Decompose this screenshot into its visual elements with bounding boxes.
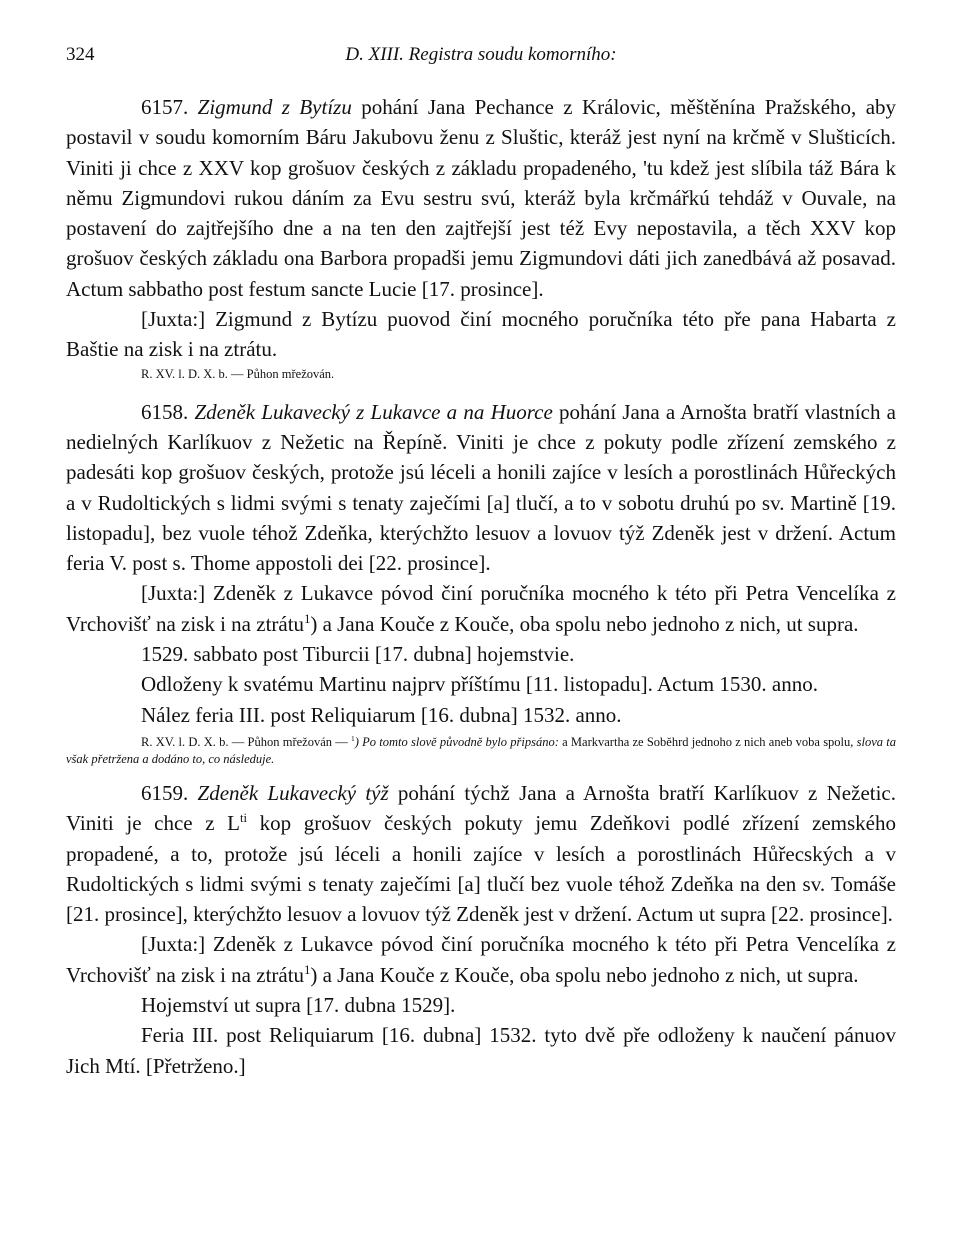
footnote-italic-end: slova ta však přetržena a dodáno to, co následuje.	[66, 734, 897, 766]
entry-text-cont: kop grošuov českých pokuty jemu Zdeňkovi podlé zřízení zemského propadené, a to, protože jsú léceli a honili zajíce v lesích a porostlinách Hůřecských a v Rudoltických s lidmi svými s tenaty zaječími [a] tlučí bez vuole téhož Zdeňka na den sv. Tomáše [21. prosince], kterýchžto lesuov a lovuov týž Zdeněk jest v držení. Actum ut supra [22. prosince].	[66, 811, 896, 927]
juxta-text-cont: ) a Jana Kouče z Kouče, oba spolu nebo jednoho z nich, ut supra.	[310, 611, 859, 636]
page-number: 324	[66, 44, 95, 65]
entry-number: 6159.	[141, 780, 189, 805]
juxta-text: [Juxta:] Zdeněk z Lukavce póvod činí poručníka mocného k této při Petra Vencelíka z Vrchovišť na zisk i na ztrátu	[66, 581, 896, 636]
plaintiff-name: Zdeněk Lukavecký z Lukavce a na Huorce	[194, 399, 553, 424]
entry-6158-footnote	[66, 734, 896, 768]
entry-6158-juxta	[66, 578, 896, 639]
entry-6158-paragraph	[66, 397, 896, 579]
juxta-text: [Juxta:] Zdeněk z Lukavce póvod činí poručníka mocného k této při Petra Vencelíka z Vrchovišť na zisk i na ztrátu	[66, 932, 896, 987]
juxta-text-cont: ) a Jana Kouče z Kouče, oba spolu nebo jednoho z nich, ut supra.	[310, 962, 859, 987]
footnote-quote: a Markvartha ze Soběhrd jednoho z nich aneb voba spolu,	[562, 734, 857, 749]
entry-6158-line-2: Odloženy k svatému Martinu najprv příštímu [11. listopadu]. Actum 1530. anno.	[141, 672, 818, 697]
entry-6159-juxta	[66, 929, 896, 990]
footnote-marker: 1	[304, 962, 311, 977]
entry-text: pohání Jana Pechance z Královic, měštěnína Pražského, aby postavil v soudu komorním Báru Jakubovu ženu z Sluštic, kteráž jest nyní na krčmě v Slušticích. Viniti ji chce z XXV kop grošuov českých z základu propadeného, 'tu kdež jest slíbila táž Bára k němu Zigmundovi rukou dáním za Evu sestru svú, kteráž byla krčmářkú tehdáž v Ouvale, na postavení do zajtřejšího dne a na ten den zajtřejší jest též Evy nepostavila, a těch XXV kop grošuov českých základu ona Barbora propadši jemu Zigmundovi dáti jich zanedbává až posavad. Actum sabbatho post festum sancte Lucie [17. prosince].	[66, 95, 897, 301]
entry-6157-paragraph	[66, 92, 896, 304]
footnote-source: R. XV. l. D. X. b. — Půhon mřežován —	[141, 734, 351, 749]
entry-6157-note: R. XV. l. D. X. b. — Půhon mřežován.	[141, 366, 335, 381]
entry-6158-line-1: 1529. sabbato post Tiburcii [17. dubna] hojemstvie.	[141, 642, 575, 667]
running-title: D. XIII. Registra soudu komorního:	[345, 44, 617, 65]
footnote-italic: ) Po tomto slově původně bylo připsáno:	[354, 734, 563, 749]
entry-number: 6158.	[141, 399, 189, 424]
entry-6159-line-2: Feria III. post Reliquiarum [16. dubna] 1532. tyto dvě pře odloženy k naučení pánuov Jich Mtí. [Přetrženo.]	[66, 1023, 896, 1078]
entry-6159-line-1: Hojemství ut supra [17. dubna 1529].	[141, 993, 456, 1018]
entry-text: pohání Jana a Arnošta bratří vlastních a nedielných Karlíkuov z Nežetic na Řepíně. Viniti je chce z pokuty podle zřízení zemského z padesáti kop grošuov českých, protože jsú léceli a honili zajíce v lesích a porostlinách Hůřeckých a v Rudoltických s lidmi svými s tenaty zaječími [a] tlučí, a to v sobotu druhú po sv. Martině [19. listopadu], bez vuole téhož Zdeňka, kterýchžto lesuov a lovuov týž Zdeněk jest v držení. Actum feria V. post s. Thome appostoli dei [22. prosince].	[66, 399, 897, 576]
numeral-superscript: ti	[240, 811, 248, 826]
page-header	[66, 44, 896, 68]
footnote-marker: 1	[304, 611, 311, 626]
entry-text: pohání týchž Jana a Arnošta bratří Karlíkuov z Nežetic. Viniti je chce z L	[66, 780, 897, 836]
footnote-marker: 1	[350, 733, 355, 743]
entry-6158-line-3: Nález feria III. post Reliquiarum [16. dubna] 1532. anno.	[141, 702, 622, 727]
entry-6159-paragraph	[66, 778, 896, 929]
plaintiff-name: Zigmund z Bytízu	[197, 95, 352, 119]
page-body	[66, 92, 896, 1081]
entry-6157-juxta: [Juxta:] Zigmund z Bytízu puovod činí mocného poručníka této pře pana Habarta z Baštie na zisk i na ztrátu.	[66, 307, 896, 362]
entry-number: 6157.	[141, 95, 189, 119]
plaintiff-name: Zdeněk Lukavecký týž	[197, 780, 389, 805]
